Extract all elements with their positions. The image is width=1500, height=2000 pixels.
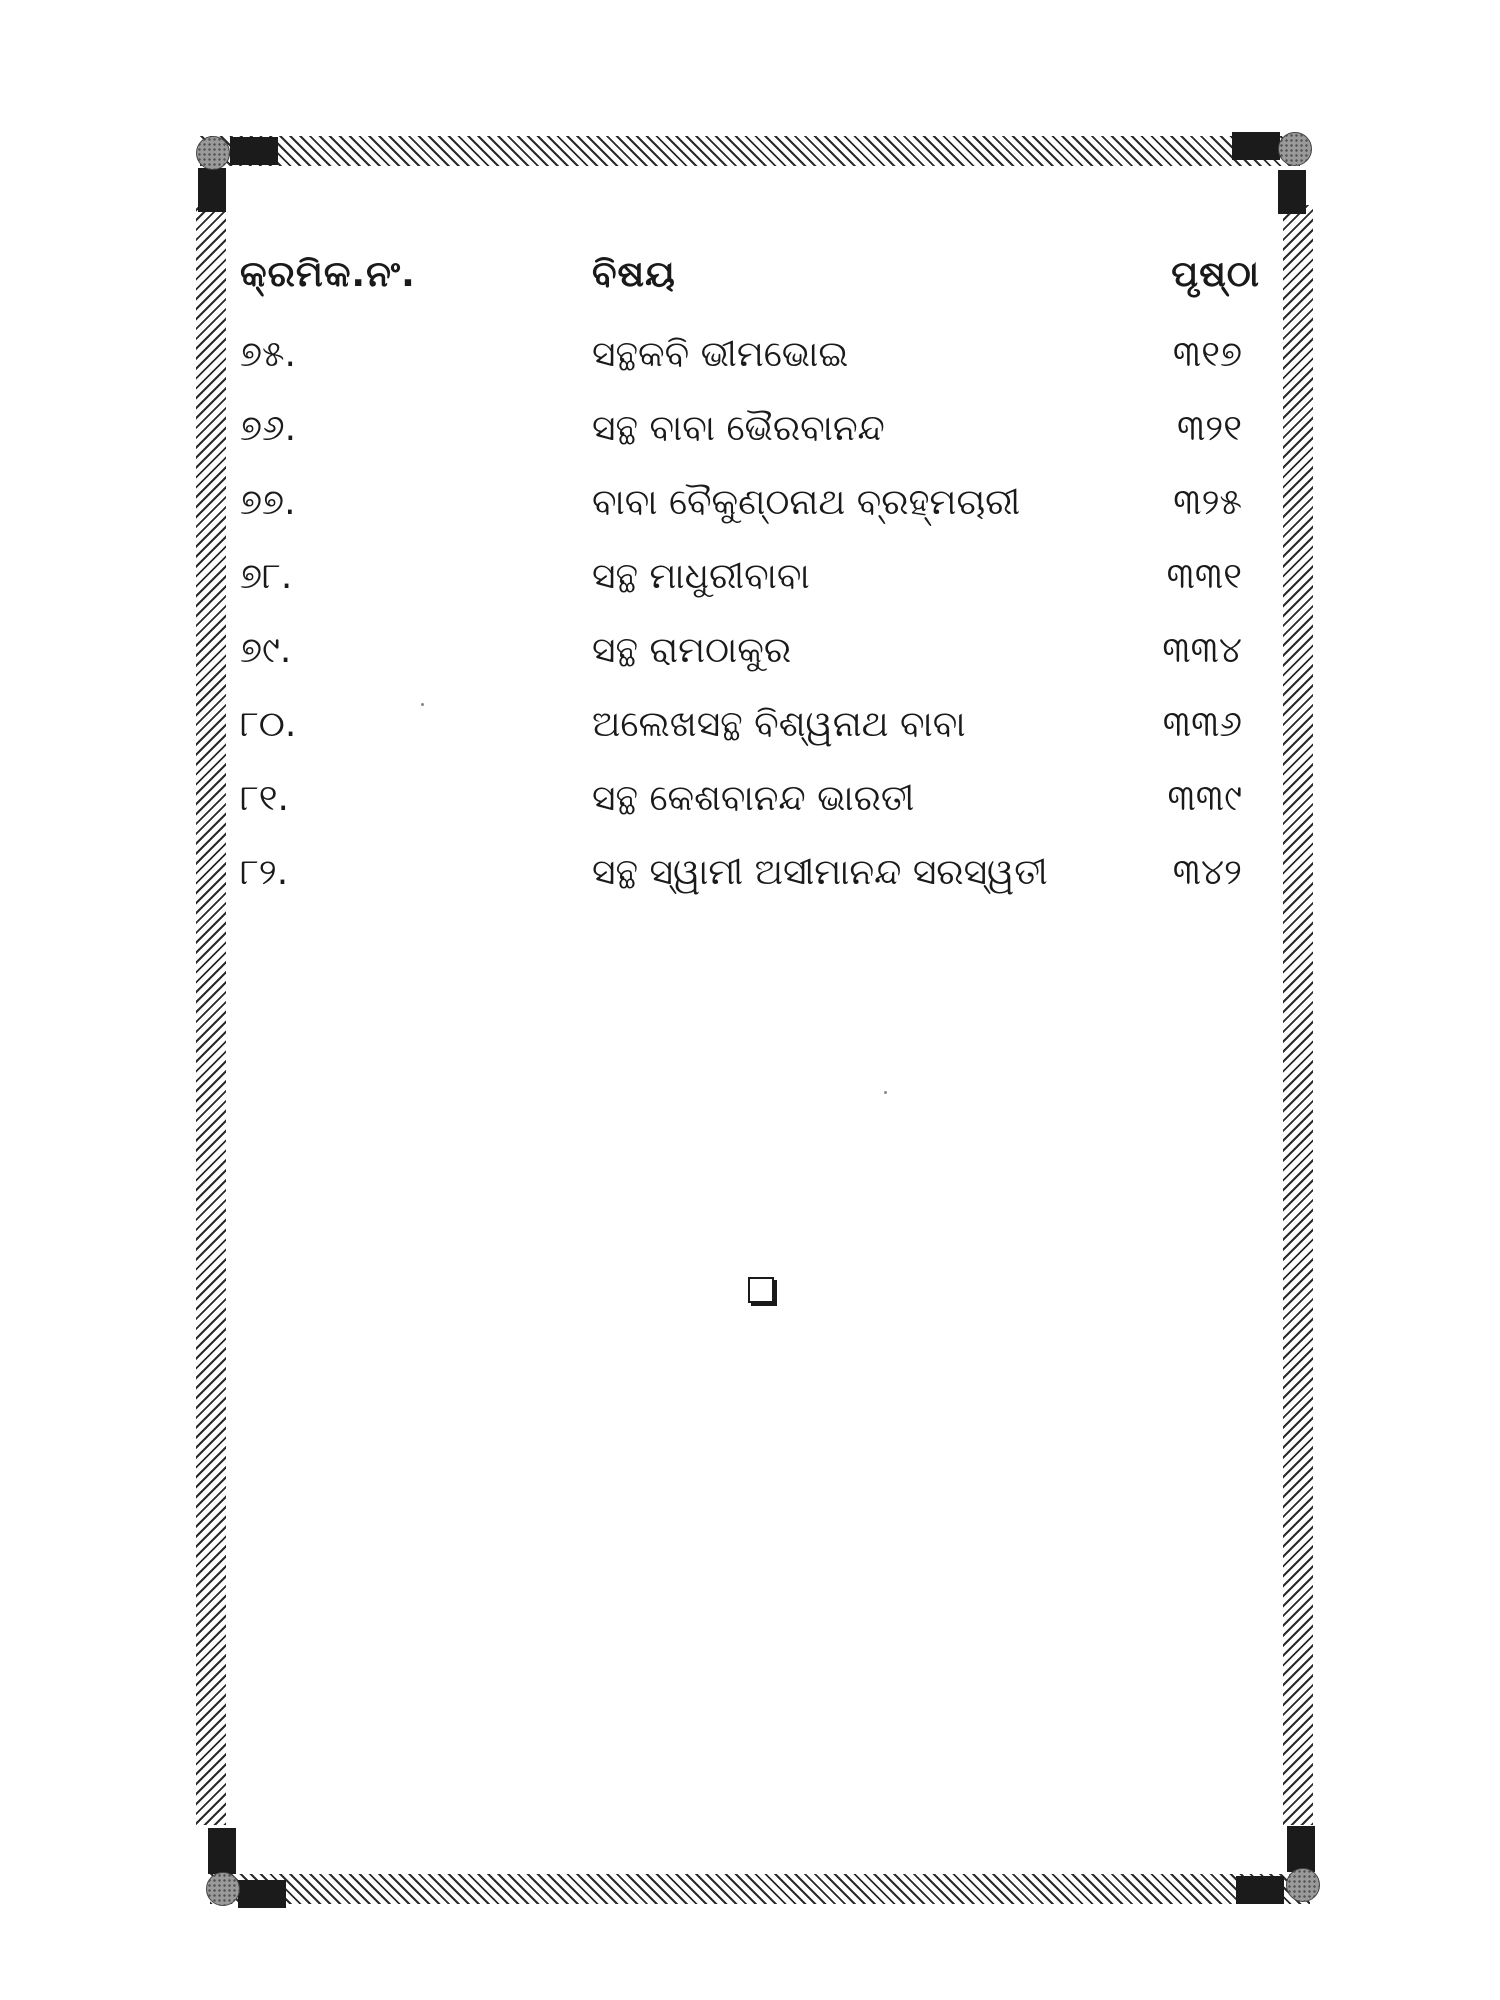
- corner-ornament-bottom-right: [1286, 1868, 1320, 1902]
- entry-serial: ୭୬.: [240, 408, 297, 449]
- entry-serial: ୭୮.: [240, 556, 293, 597]
- entry-title: ସନ୍ଥକବି ଭୀମଭୋଇ: [592, 334, 849, 375]
- border-right: [1283, 205, 1313, 1825]
- corner-bar-top-right-h: [1232, 132, 1280, 160]
- corner-bar-bottom-left-h: [238, 1880, 286, 1908]
- entry-title: ସନ୍ଥ ସ୍ୱାମୀ ଅସୀମାନନ୍ଦ ସରସ୍ୱତୀ: [592, 852, 1048, 893]
- border-left: [196, 205, 226, 1825]
- table-of-contents: [240, 245, 1260, 917]
- entry-serial: ୮୧.: [240, 778, 289, 819]
- entry-title: ଅଲେଖସନ୍ଥ ବିଶ୍ୱନାଥ ବାବା: [592, 704, 966, 745]
- entry-serial: ୮୨.: [240, 852, 289, 893]
- entry-title: ସନ୍ଥ କେଶବାନନ୍ଦ ଭାରତୀ: [592, 778, 915, 819]
- entry-title: ବାବା ବୈକୁଣ୍ଠନାଥ ବ୍ରହ୍ମଚାରୀ: [592, 482, 1021, 523]
- corner-bar-bottom-left-v: [208, 1828, 236, 1874]
- entry-serial: ୮୦.: [240, 704, 297, 745]
- corner-ornament-top-left: [196, 136, 230, 170]
- square-outline-icon: [748, 1277, 774, 1303]
- toc-entry: [240, 695, 1260, 769]
- corner-bar-bottom-right-h: [1236, 1876, 1284, 1904]
- corner-bar-top-left-v: [198, 168, 226, 212]
- toc-entry: [240, 843, 1260, 917]
- entry-serial: ୭୭.: [240, 482, 296, 523]
- corner-bar-top-right-v: [1278, 170, 1306, 214]
- border-top: [200, 136, 1300, 166]
- toc-entry: [240, 399, 1260, 473]
- corner-ornament-top-right: [1278, 132, 1312, 166]
- toc-entry: [240, 325, 1260, 399]
- entry-serial: ୭୫.: [240, 334, 296, 375]
- serial-number-heading: କ୍ରମିକ.ନଂ.: [240, 254, 416, 295]
- toc-header-row: [240, 245, 1260, 325]
- toc-entry: [240, 769, 1260, 843]
- entry-page: ୩୩୧: [1166, 556, 1242, 597]
- entry-serial: ୭୯.: [240, 630, 292, 671]
- entry-page: ୩୩୬: [1162, 704, 1242, 745]
- print-speck: [421, 703, 424, 706]
- entry-title: ସନ୍ଥ ରାମଠାକୁର: [592, 630, 792, 671]
- subject-heading: ବିଷୟ: [592, 254, 676, 295]
- entry-page: ୩୩୯: [1167, 778, 1242, 819]
- entry-title: ସନ୍ଥ ବାବା ଭୈରବାନନ୍ଦ: [592, 408, 885, 449]
- toc-entry: [240, 547, 1260, 621]
- toc-entry: [240, 473, 1260, 547]
- print-speck: [884, 1091, 887, 1094]
- corner-bar-bottom-right-v: [1287, 1826, 1315, 1872]
- entry-title: ସନ୍ଥ ମାଧୁରୀବାବା: [592, 556, 810, 597]
- entry-page: ୩୪୨: [1172, 852, 1242, 893]
- entry-page: ୩୨୧: [1177, 408, 1242, 449]
- entry-page: ୩୧୭: [1172, 334, 1242, 375]
- page-heading: ପୃଷ୍ଠା: [1171, 254, 1260, 295]
- toc-entry: [240, 621, 1260, 695]
- border-bottom: [210, 1874, 1310, 1904]
- entry-page: ୩୨୫: [1173, 482, 1242, 523]
- entry-page: ୩୩୪: [1162, 630, 1242, 671]
- corner-bar-top-left-h: [230, 137, 278, 165]
- corner-ornament-bottom-left: [206, 1872, 240, 1906]
